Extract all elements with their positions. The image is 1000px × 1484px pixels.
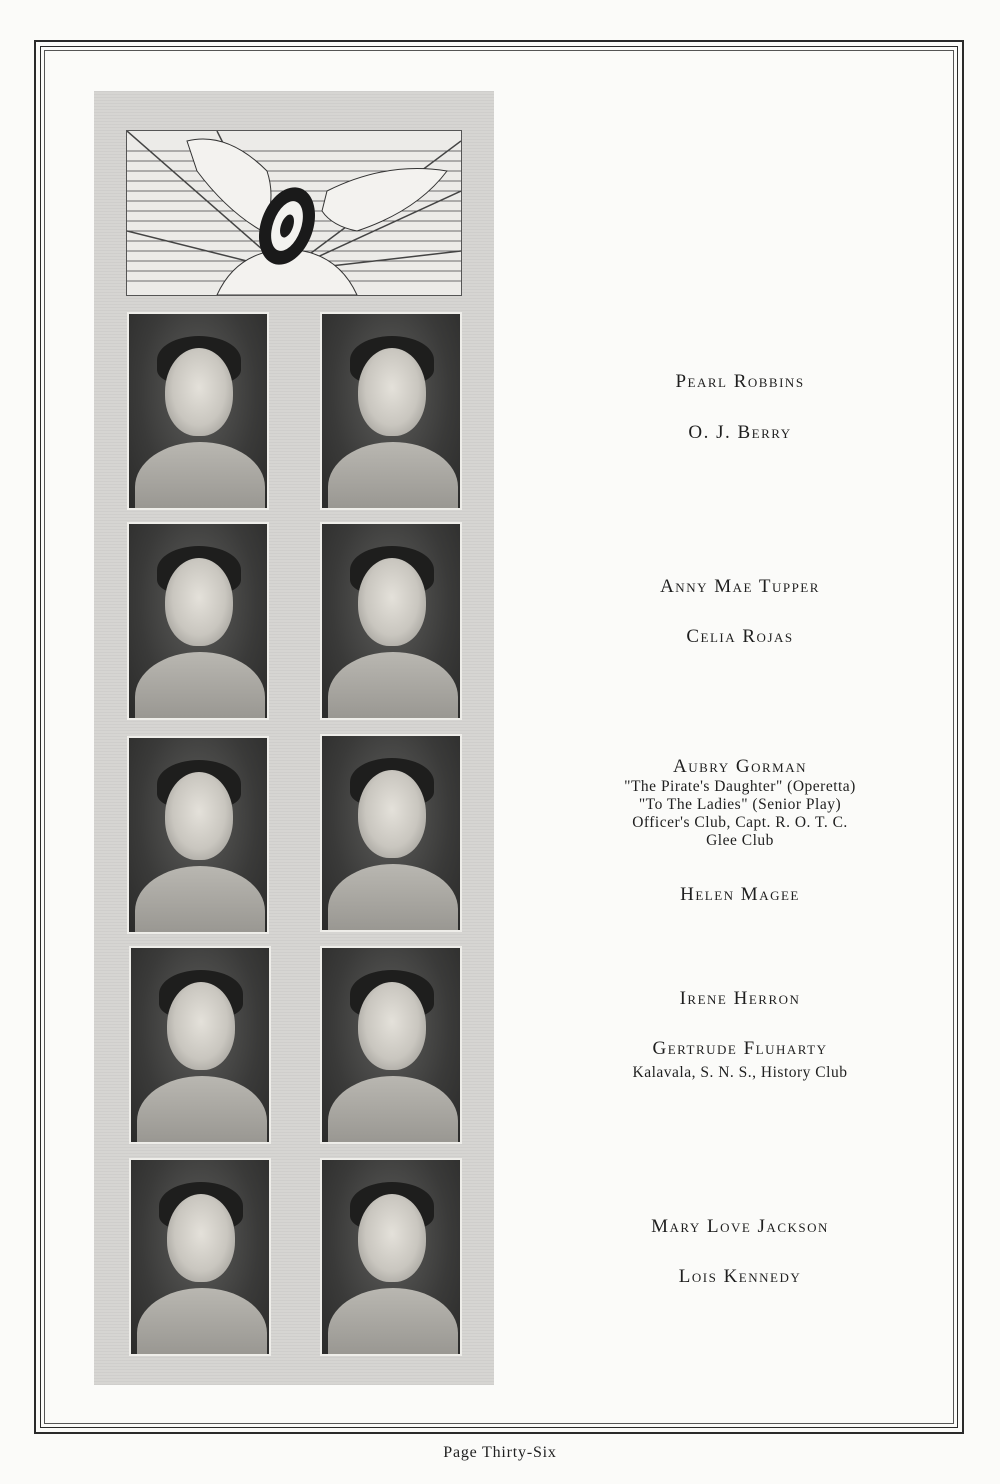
student-name: Lois Kennedy [678, 1266, 802, 1287]
activity-line: Officer's Club, Capt. R. O. T. C. [632, 814, 848, 831]
portrait-mary-love-jackson [129, 1158, 271, 1356]
winged-wheel-emblem [126, 130, 462, 296]
student-name: Pearl Robbins [675, 371, 805, 392]
entry-celia-rojas [560, 626, 920, 648]
entry-mary-love-jackson [560, 1216, 920, 1238]
entry-pearl-robbins [560, 371, 920, 393]
student-name: Helen Magee [680, 884, 800, 905]
portrait-aubry-gorman [127, 736, 269, 934]
student-name: Mary Love Jackson [651, 1216, 829, 1237]
portrait-irene-herron [129, 946, 271, 1144]
portrait-oj-berry [320, 312, 462, 510]
student-name: Anny Mae Tupper [660, 576, 820, 597]
student-name: Aubry Gorman [673, 756, 807, 777]
activity-line: "The Pirate's Daughter" (Operetta) [624, 778, 856, 795]
student-name: O. J. Berry [688, 422, 792, 443]
activity-line: "To The Ladies" (Senior Play) [638, 796, 842, 813]
entry-oj-berry [560, 422, 920, 444]
entry-irene-herron [560, 988, 920, 1010]
student-name: Gertrude Fluharty [652, 1038, 828, 1059]
portrait-pearl-robbins [127, 312, 269, 510]
entry-aubry-gorman [560, 756, 920, 850]
activity-line: Kalavala, S. N. S., History Club [632, 1064, 848, 1081]
portrait-celia-rojas [320, 522, 462, 720]
portrait-lois-kennedy [320, 1158, 462, 1356]
entry-anny-mae-tupper [560, 576, 920, 598]
entry-gertrude-fluharty [560, 1038, 920, 1082]
portrait-gertrude-fluharty [320, 946, 462, 1144]
activity-line: Glee Club [706, 832, 774, 849]
student-name: Irene Herron [679, 988, 801, 1009]
entry-lois-kennedy [560, 1266, 920, 1288]
page-number: Page Thirty-Six [443, 1444, 557, 1461]
portrait-helen-magee [320, 734, 462, 932]
entry-helen-magee [560, 884, 920, 906]
portrait-anny-mae-tupper [127, 522, 269, 720]
student-name: Celia Rojas [686, 626, 794, 647]
